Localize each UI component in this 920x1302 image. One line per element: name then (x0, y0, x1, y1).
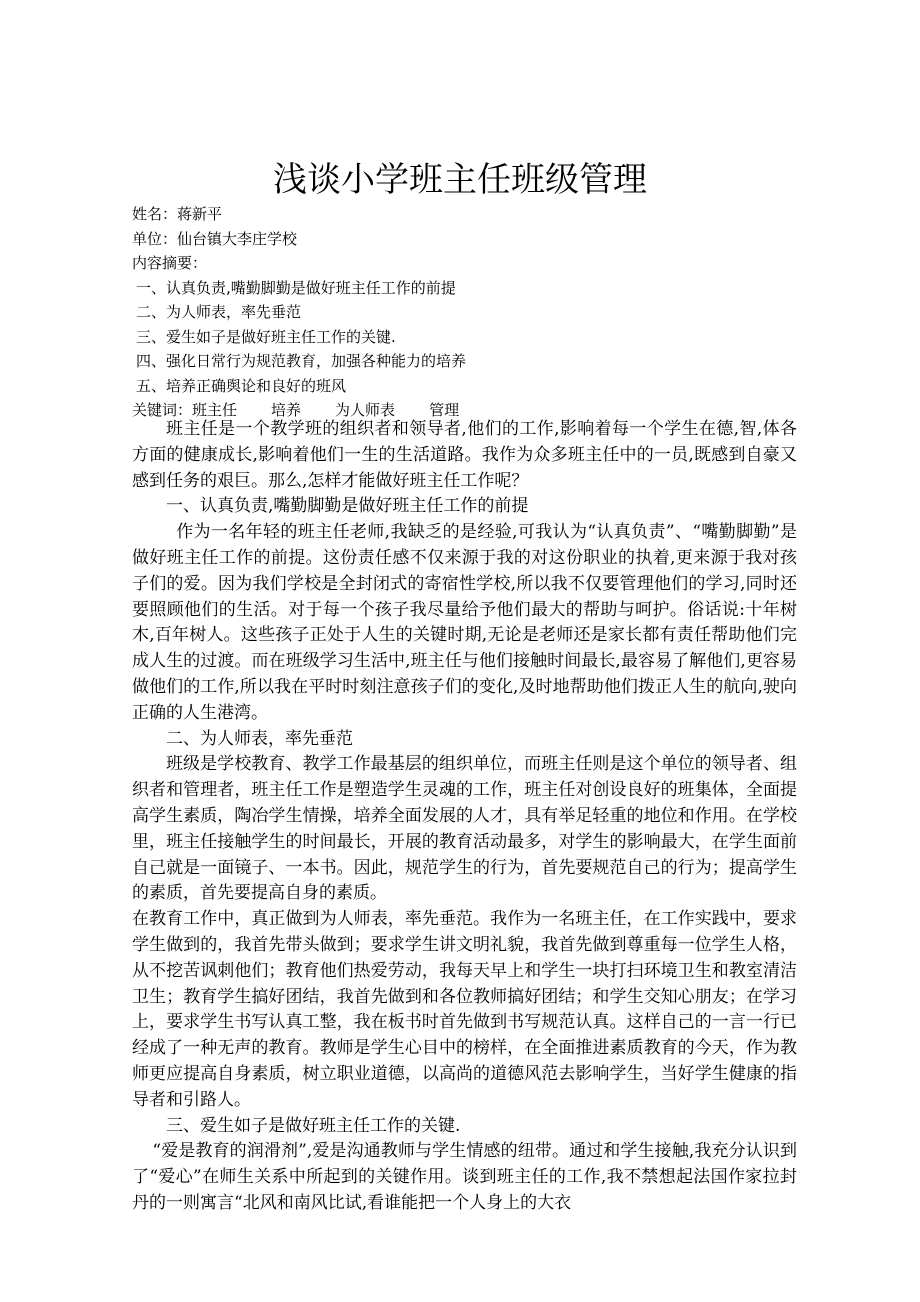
abstract-label: 内容摘要： (132, 254, 208, 272)
section-heading-1: 一、认真负责,嘴勤脚勤是做好班主任工作的前提 (166, 496, 529, 517)
keyword: 班主任 (192, 401, 238, 419)
summary-item: 四、强化日常行为规范教育，加强各种能力的培养 (136, 352, 467, 370)
body-paragraph: 班级是学校教育、教学工作最基层的组织单位，而班主任则是这个单位的领导者、组织者和管理者，班主任工作是塑造学生灵魂的工作，班主任对创设良好的班集体，全面提高学生素质，陶冶学生情操，培养全面发展的人才，具有举足轻重的地位和作用。在学校里，班主任接触学生的时间最长，开展的教育活动最多，对学生的影响最大，在学生面前自己就是一面镜子、一本书。因此，规范学生的行为，首先要规范自己的行为；提高学生的素质，首先要提高自身的素质。 (132, 754, 797, 904)
author-line (132, 202, 792, 227)
name-label: 姓名： (132, 205, 178, 223)
page-title: 浅谈小学班主任班级管理 (273, 160, 647, 200)
summary-item: 三、爱生如子是做好班主任工作的关键. (136, 327, 396, 346)
document-body (132, 417, 797, 1217)
keyword: 培养 (271, 401, 302, 419)
body-paragraph: 作为一名年轻的班主任老师,我缺乏的是经验,可我认为“认真负责”、“嘴勤脚勤”是做好班主任工作的前提。这份责任感不仅来源于我的对这份职业的执着,更来源于我对孩子们的爱。因为我们学校是全封闭式的寄宿性学校,所以我不仅要管理他们的学习,同时还要照顾他们的生活。对于每一个孩子我尽量给予他们最大的帮助与呵护。俗话说:十年树木,百年树人。这些孩子正处于人生的关键时期,无论是老师还是家长都有责任帮助他们完成人生的过渡。而在班级学习生活中,班主任与他们接触时间最长,最容易了解他们,更容易做他们的工作,所以我在平时时刻注意孩子们的变化,及时地帮助他们拨正人生的航向,驶向正确的人生港湾。 (132, 522, 797, 723)
summary-item: 一、认真负责,嘴勤脚勤是做好班主任工作的前提 (136, 278, 456, 297)
section-heading-2: 二、为人师表，率先垂范 (166, 728, 353, 749)
keyword: 为人师表 (335, 401, 396, 419)
body-paragraph: “爱是教育的润滑剂”,爱是沟通教师与学生情感的纽带。通过和学生接触,我充分认识到了“爱心”在师生关系中所起到的关键作用。谈到班主任的工作,我不禁想起法国作家拉封丹的一则寓言“北风和南风比试,看谁能把一个人身上的大衣 (132, 1141, 797, 1213)
unit-line (132, 227, 792, 252)
summary-item: 五、培养正确舆论和良好的班风 (136, 376, 347, 395)
keywords-label: 关键词： (132, 401, 193, 419)
unit-name: 仙台镇大李庄学校 (177, 229, 298, 248)
document-meta (132, 202, 792, 423)
summary-item: 二、为人师表，率先垂范 (136, 303, 302, 321)
author-name: 蒋新平 (177, 205, 223, 223)
unit-label: 单位： (132, 229, 178, 248)
section-heading-3: 三、爱生如子是做好班主任工作的关键. (166, 1115, 461, 1136)
body-paragraph: 在教育工作中，真正做到为人师表，率先垂范。我作为一名班主任，在工作实践中，要求学生做到的，我首先带头做到；要求学生讲文明礼貌，我首先做到尊重每一位学生人格，从不挖苦讽刺他们；教育他们热爱劳动，我每天早上和学生一块打扫环境卫生和教室清洁卫生；教育学生搞好团结，我首先做到和各位教师搞好团结；和学生交知心朋友；在学习上，要求学生书写认真工整，我在板书时首先做到书写规范认真。这样自己的一言一行已经成了一种无声的教育。教师是学生心目中的榜样，在全面推进素质教育的今天，作为教师更应提高自身素质，树立职业道德，以高尚的道德风范去影响学生，当好学生健康的指导者和引路人。 (132, 909, 797, 1110)
intro-paragraph: 班主任是一个教学班的组织者和领导者,他们的工作,影响着每一个学生在德,智,体各方面的健康成长,影响着他们一生的生活道路。我作为众多班主任中的一员,既感到自豪又感到任务的艰巨。那么,怎样才能做好班主任工作呢？ (132, 419, 797, 491)
keyword: 管理 (429, 401, 460, 419)
